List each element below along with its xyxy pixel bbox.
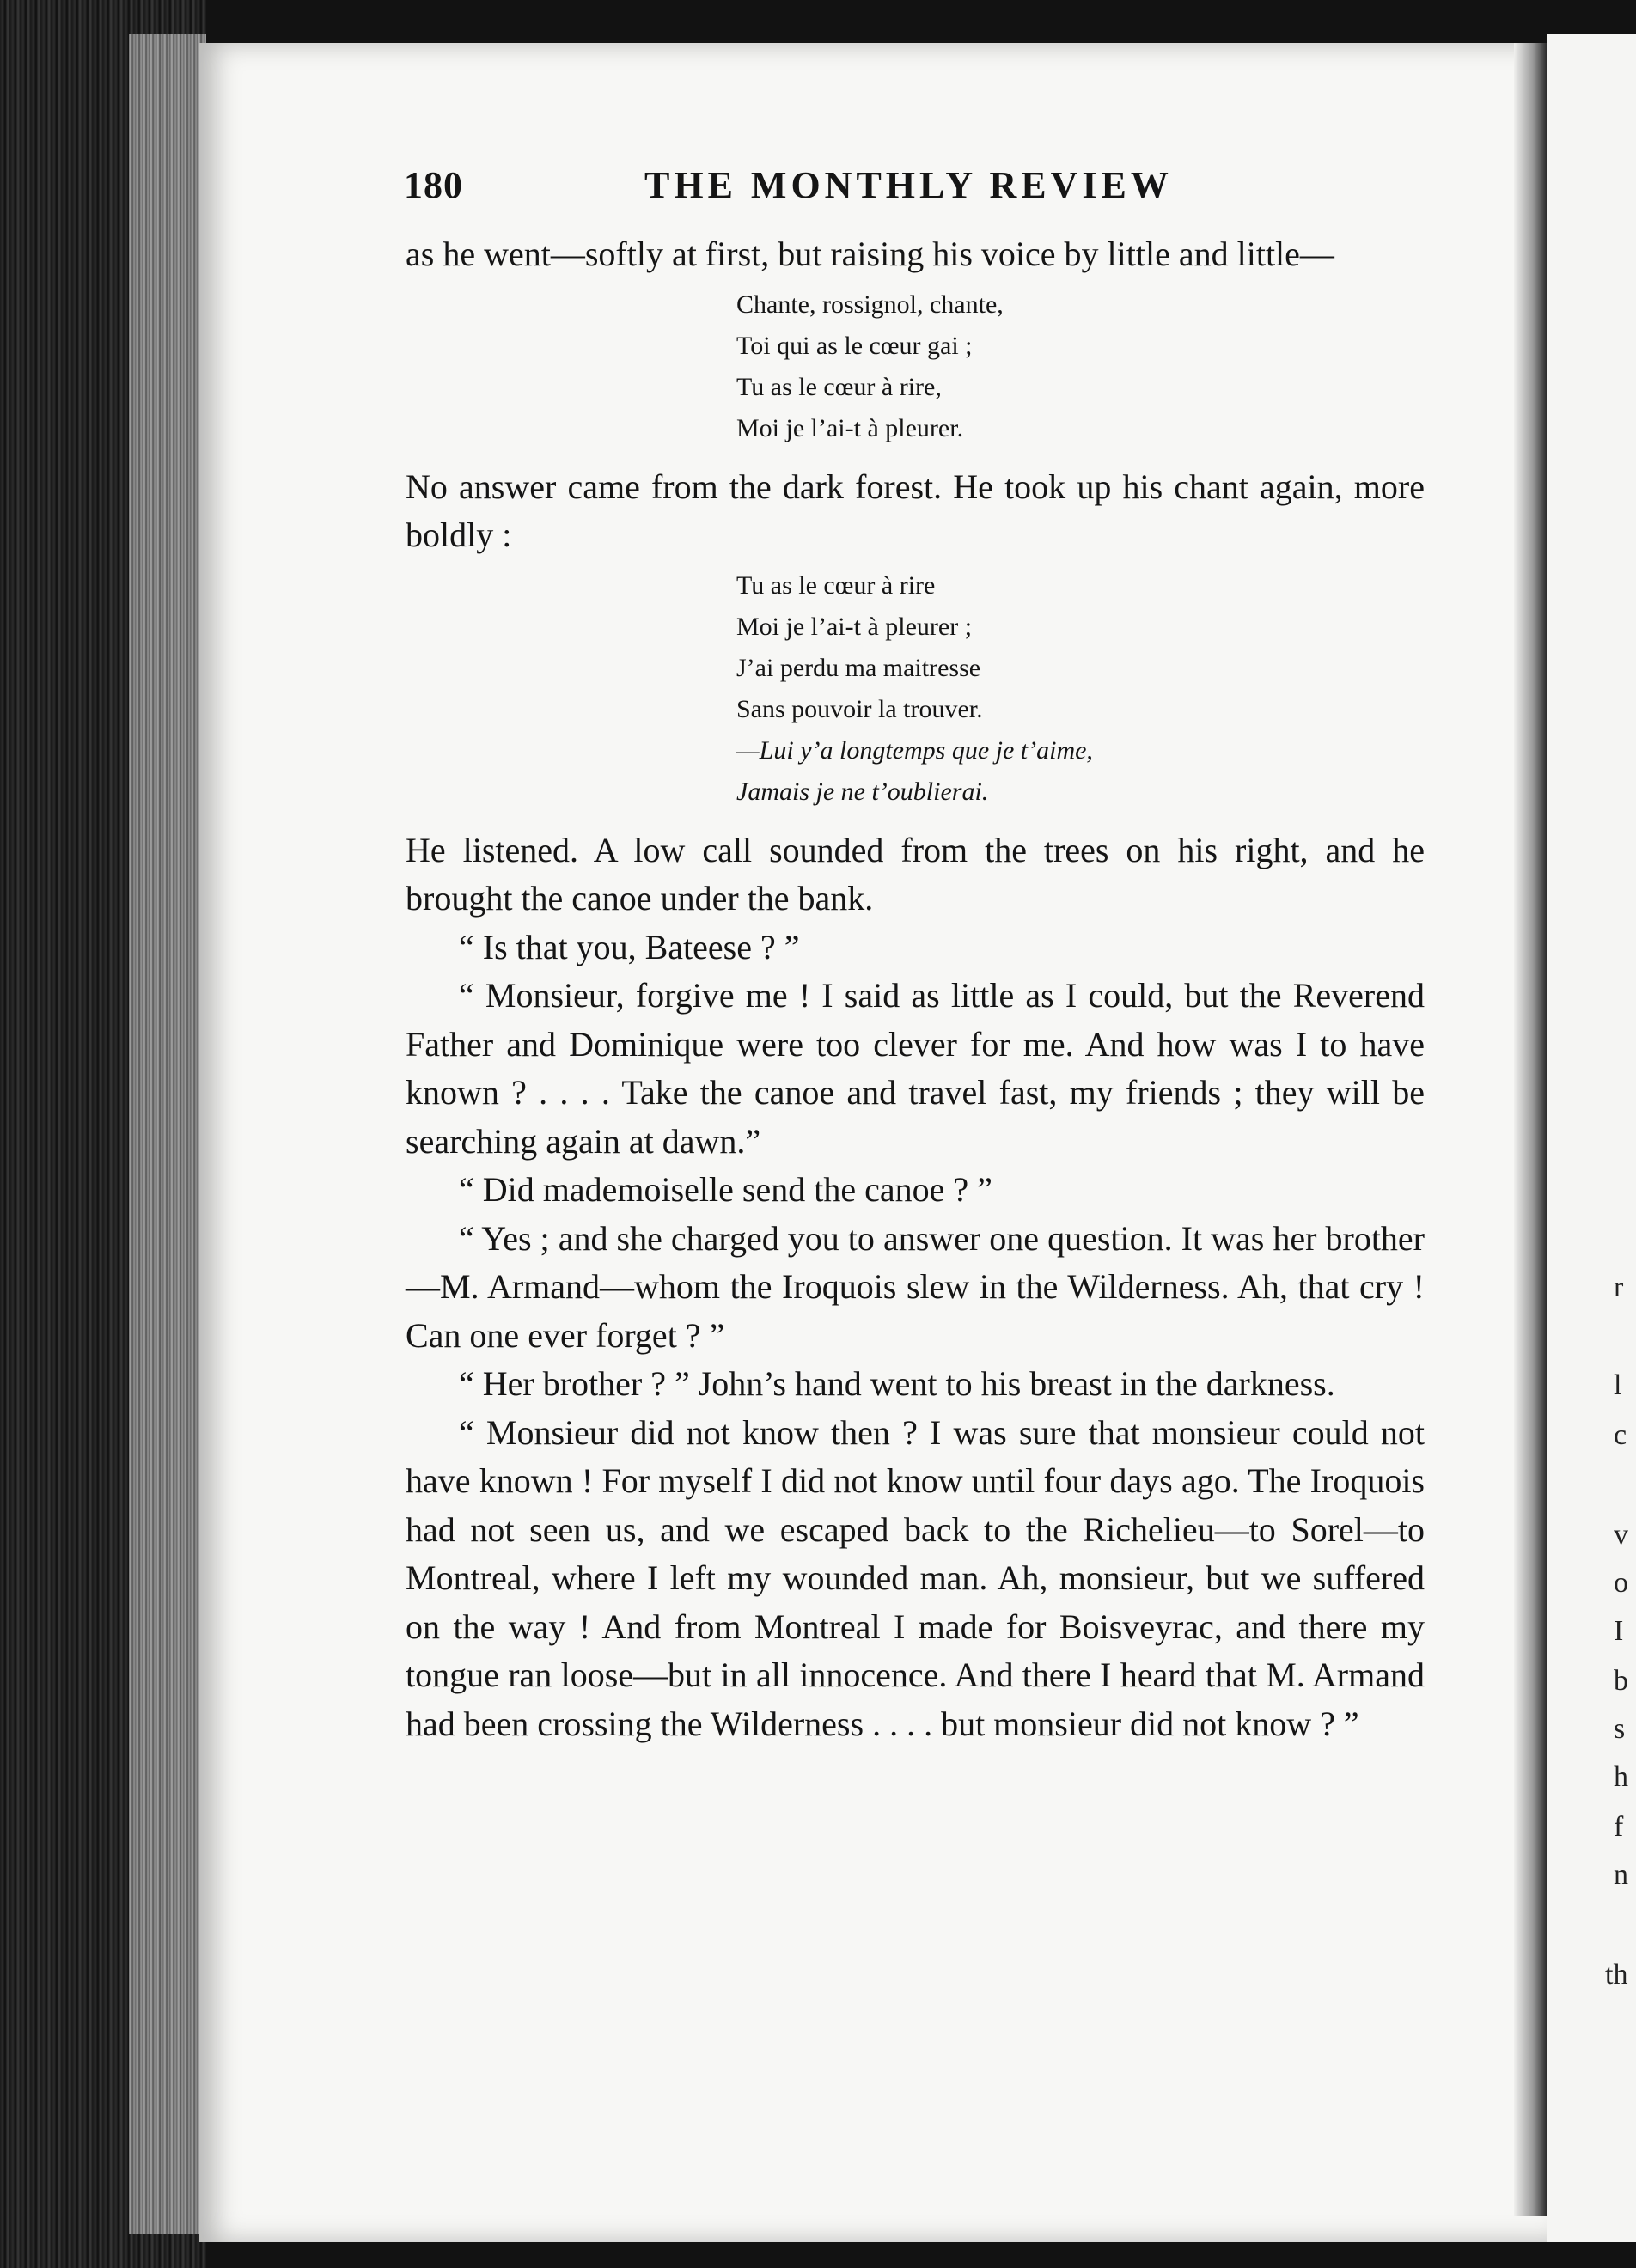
verse-line: Tu as le cœur à rire: [736, 570, 936, 600]
facing-page: [1547, 34, 1636, 2242]
facing-page-fragment: th: [1605, 1959, 1628, 1991]
journal-title: THE MONTHLY REVIEW: [644, 164, 1173, 206]
facing-page-fragment: b: [1614, 1665, 1628, 1697]
book-page-edges-light: [129, 34, 206, 2234]
verse-line: Sans pouvoir la trouver.: [736, 694, 983, 723]
verse-line: Tu as le cœur à rire,: [736, 372, 942, 401]
facing-page-fragment: h: [1614, 1761, 1628, 1793]
verse-line: Moi je l’ai-t à pleurer ;: [736, 612, 973, 641]
body-text: [406, 230, 1425, 1748]
book-gutter: [1514, 43, 1548, 2216]
verse-line-italic: —Lui y’a longtemps que je t’aime,: [736, 735, 1093, 765]
facing-page-fragment: s: [1614, 1713, 1626, 1745]
paragraph: “ Did mademoiselle send the canoe ? ”: [459, 1170, 992, 1209]
verse-line: Moi je l’ai-t à pleurer.: [736, 413, 964, 442]
facing-page-fragment: l: [1614, 1369, 1622, 1401]
facing-page-fragment: f: [1614, 1811, 1624, 1843]
verse-line: J’ai perdu ma maitresse: [736, 653, 981, 682]
paragraph: “ Is that you, Bateese ? ”: [459, 927, 800, 966]
facing-page-fragment: v: [1614, 1519, 1628, 1551]
page-number: 180: [404, 164, 463, 206]
verse-line: Toi qui as le cœur gai ;: [736, 331, 973, 360]
verse-line: Chante, rossignol, chante,: [736, 290, 1004, 319]
paragraph: “ Monsieur did not know then ? I was sure that monsieur could not have known ! For myself I did not know until four days ago. The Iroquois had not seen us, and we escaped back to the Richelieu—to Sorel—to Montreal, where I left my wounded man. Ah, monsieur, but we suffered on the way ! And from Montreal I made for Boisveyrac, and there my tongue ran loose—but in all innocence. And there I heard that M. Armand had been crossing the Wilderness . . . . but monsieur did not know ? ”: [406, 1412, 1425, 1743]
facing-page-fragment: r: [1614, 1271, 1624, 1303]
verse-stanza: [736, 284, 1425, 449]
verse-line-italic: Jamais je ne t’oublierai.: [736, 777, 989, 806]
running-head: [404, 163, 1426, 215]
paragraph: He listened. A low call sounded from the trees on his right, and he brought the canoe under the bank.: [406, 830, 1425, 918]
facing-page-fragment: o: [1614, 1567, 1628, 1599]
facing-page-fragment: n: [1614, 1859, 1628, 1891]
paragraph: “ Monsieur, forgive me ! I said as little as I could, but the Reverend Father and Dominique were too clever for me. And how was I to have known ? . . . . Take the canoe and travel fast, my friends ; they will be searching again at dawn.”: [406, 976, 1425, 1161]
facing-page-fragment: c: [1614, 1419, 1627, 1451]
paragraph: as he went—softly at first, but raising his voice by little and little—: [406, 235, 1334, 273]
paragraph: No answer came from the dark forest. He took up his chant again, more boldly :: [406, 466, 1425, 554]
paragraph: “ Her brother ? ” John’s hand went to his breast in the darkness.: [459, 1364, 1335, 1403]
paragraph: “ Yes ; and she charged you to answer one question. It was her brother—M. Armand—whom the Iroquois slew in the Wilderness. Ah, that cry ! Can one ever forget ? ”: [406, 1218, 1425, 1355]
facing-page-fragment: I: [1614, 1615, 1624, 1647]
verse-stanza: [736, 565, 1425, 813]
